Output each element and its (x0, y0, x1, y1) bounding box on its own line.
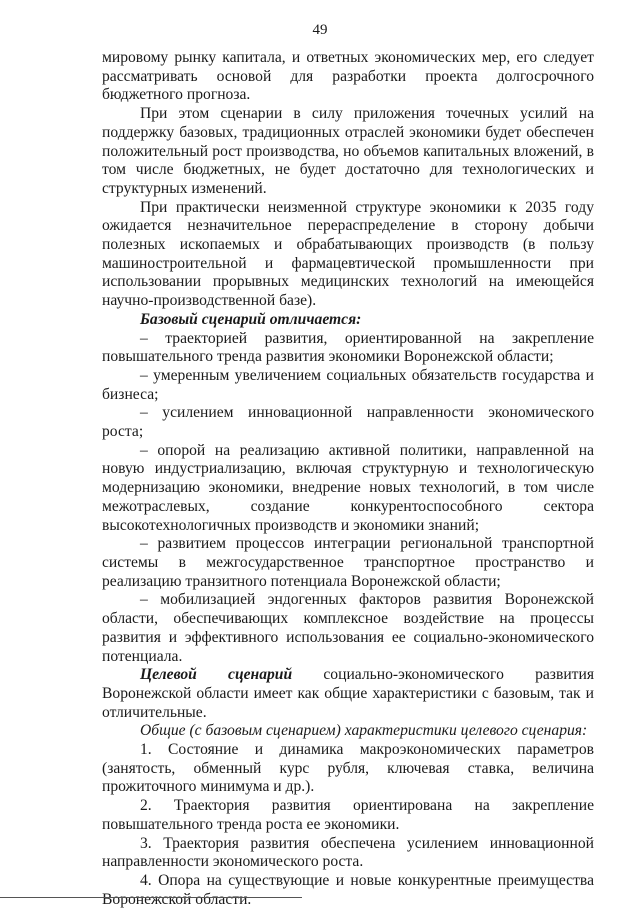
list-item: – умеренным увеличением социальных обязательств государства и бизнеса; (102, 366, 594, 403)
numbered-item: 3. Траектория развития обеспечена усилением инновационной направленности экономического роста. (102, 834, 594, 871)
list-item: – опорой на реализацию активной политики, направленной на новую индустриализацию, включая структурную и технологическую модернизацию экономики, внедрение новых технологий, в том числе межотраслевых, создание конкурентоспособного сектора высокотехнологичных производств и экономики знаний; (102, 441, 594, 534)
target-scenario-lead: Целевой сценарий (140, 666, 293, 684)
subheading-common-characteristics: Общие (с базовым сценарием) характеристики целевого сценария: (140, 722, 588, 740)
list-item: – траекторией развития, ориентированной на закрепление повышательного тренда развития экономики Воронежской области; (102, 329, 594, 366)
page-number: 49 (312, 22, 328, 38)
list-item: – развитием процессов интеграции региональной транспортной системы в межгосударственное транспортное пространство и реализацию транзитного потенциала Воронежской области; (102, 535, 594, 590)
paragraph-target-scenario (102, 666, 594, 722)
target-scenario-text: социально-экономического развития Воронежской области имеет как общие характеристики с базовым, так и отличительные. (102, 666, 595, 721)
paragraph: мировому рынку капитала, и ответных экономических мер, его следует рассматривать основой для разработки проекта долгосрочного бюджетного прогноза. (102, 49, 594, 104)
section-heading-base-scenario: Базовый сценарий отличается: (140, 310, 362, 328)
footer-rule (0, 897, 302, 898)
numbered-item: 1. Состояние и динамика макроэкономических параметров (занятость, обменный курс рубля, ключевая ставка, величина прожиточного минимума и др.). (102, 741, 594, 796)
document-body (102, 49, 594, 909)
numbered-item: 2. Траектория развития ориентирована на закрепление повышательного тренда роста ее экономики. (102, 797, 594, 833)
list-item: – мобилизацией эндогенных факторов развития Воронежской области, обеспечивающих комплексное воздействие на процессы развития и эффективного использования ее социально-экономического потенциала. (102, 591, 594, 665)
numbered-item: 4. Опора на существующие и новые конкурентные преимущества Воронежской области. (102, 871, 594, 908)
list-item: – усилением инновационной направленности экономического роста; (102, 404, 594, 441)
paragraph: При практически неизменной структуре экономики к 2035 году ожидается незначительное перераспределение в сторону добычи полезных ископаемых и обрабатывающих производств (в пользу машиностроительной и фармацевтической промышленности при использовании прорывных медицинских технологий на имеющейся научно-производственной базе). (102, 198, 594, 310)
paragraph: При этом сценарии в силу приложения точечных усилий на поддержку базовых, традиционных отраслей экономики будет обеспечен положительный рост производства, но объемов капитальных вложений, в том числе бюджетных, не будет достаточно для технологических и структурных изменений. (102, 105, 594, 197)
